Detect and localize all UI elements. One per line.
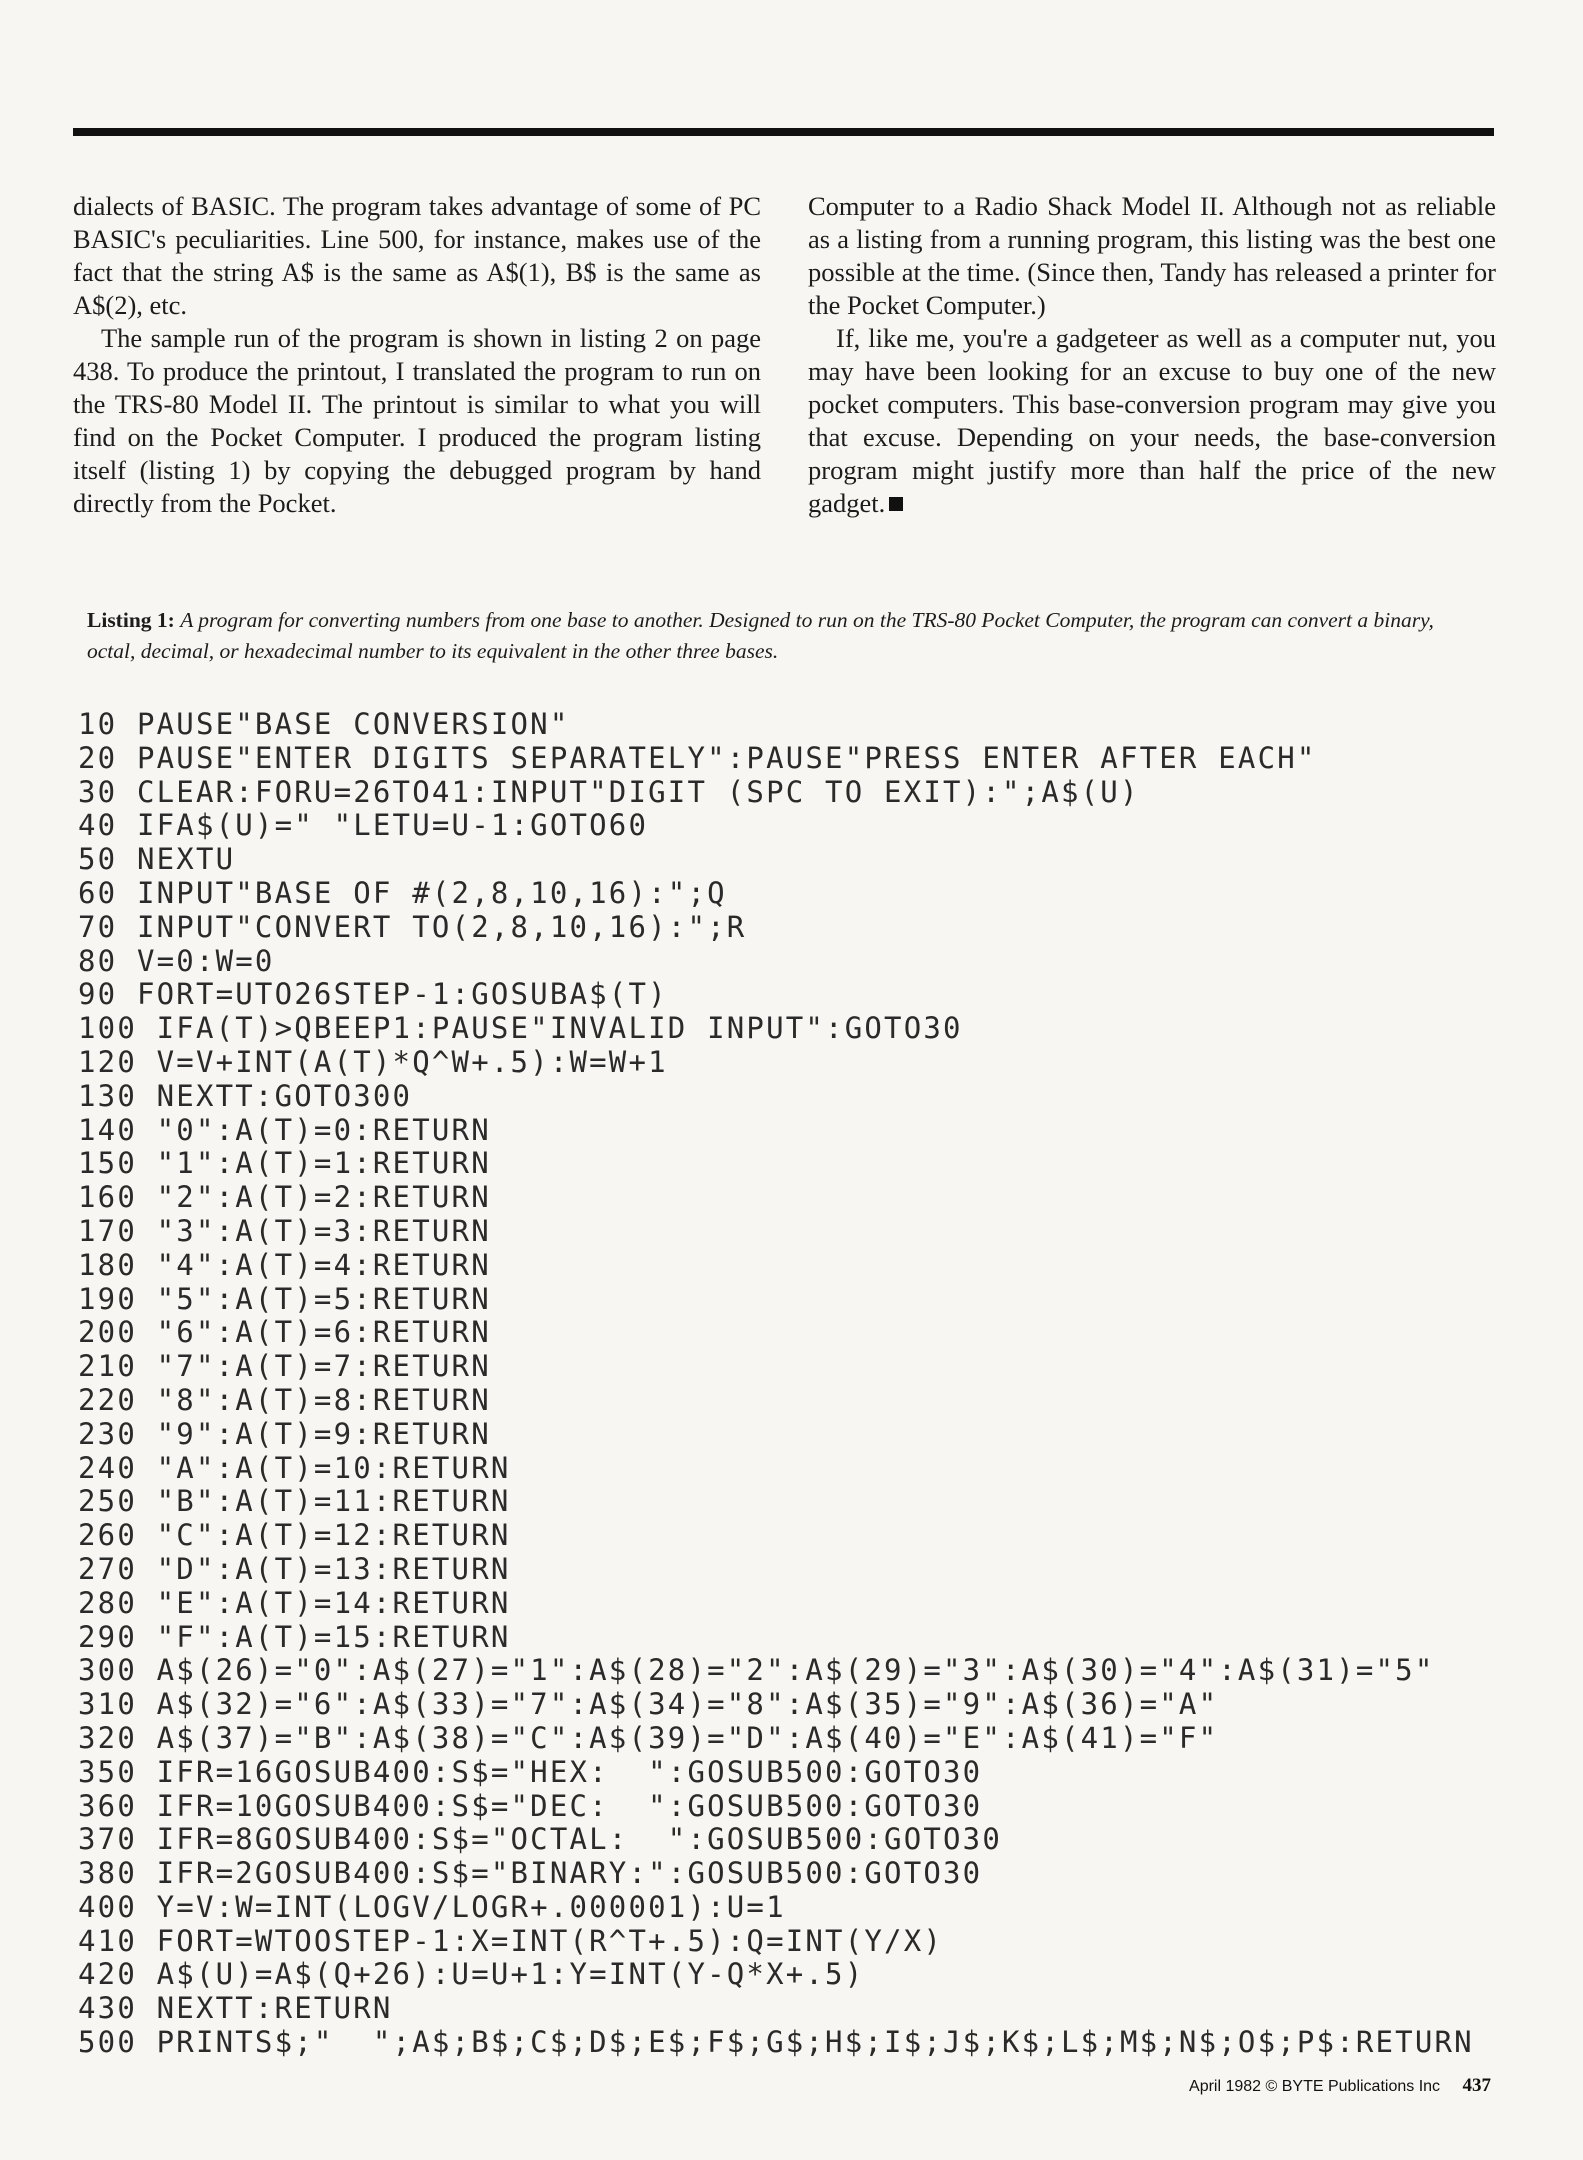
code-line: 10 PAUSE"BASE CONVERSION" — [78, 707, 570, 741]
code-line: 380 IFR=2GOSUB400:S$="BINARY:":GOSUB500:GOTO30 — [78, 1856, 983, 1891]
code-line: 50 NEXTU — [78, 842, 236, 877]
code-line: 70 INPUT"CONVERT TO(2,8,10,16):";R — [78, 909, 747, 944]
article-paragraph: The sample run of the program is shown in listing 2 on page 438. To produce the printout, I translated the program to run on the TRS-80 Model II. The printout is similar to what you will find on the Pocket Computer. I produced the program listing itself (listing 1) by copying the debugged program by hand directly from the Pocket. — [73, 323, 761, 518]
code-line: 240 "A":A(T)=10:RETURN — [78, 1450, 511, 1485]
code-line: 320 A$(37)="B":A$(38)="C":A$(39)="D":A$(40)="E":A$(41)="F" — [78, 1720, 1219, 1755]
code-line: 20 PAUSE"ENTER DIGITS SEPARATELY":PAUSE"PRESS ENTER AFTER EACH" — [78, 740, 1317, 775]
footer-credit: April 1982 © BYTE Publications Inc — [1189, 2078, 1441, 2095]
article-paragraph: Computer to a Radio Shack Model II. Although not as reliable as a listing from a running program, this listing was the best one possible at the time. (Since then, Tandy has released a printer for the Pocket Computer.) — [808, 191, 1496, 320]
listing-caption-text: A program for converting numbers from one base to another. Designed to run on the TRS-80 Pocket Computer, the program can convert a binary, octal, decimal, or hexadecimal number to its equivalent in the other three bases. — [87, 608, 1434, 663]
code-line: 400 Y=V:W=INT(LOGV/LOGR+.000001):U=1 — [78, 1889, 786, 1924]
code-line: 80 V=0:W=0 — [78, 943, 275, 978]
code-line: 30 CLEAR:FORU=26TO41:INPUT"DIGIT (SPC TO EXIT):";A$(U) — [78, 774, 1140, 809]
code-line: 40 IFA$(U)=" "LETU=U-1:GOTO60 — [78, 808, 649, 843]
code-line: 360 IFR=10GOSUB400:S$="DEC: ":GOSUB500:GOTO30 — [78, 1788, 983, 1823]
code-line: 200 "6":A(T)=6:RETURN — [78, 1315, 491, 1350]
code-line: 140 "0":A(T)=0:RETURN — [78, 1112, 491, 1147]
code-listing — [78, 708, 1538, 2060]
code-line: 500 PRINTS$;" ";A$;B$;C$;D$;E$;F$;G$;H$;I$;J$;K$;L$;M$;N$;O$;P$:RETURN — [78, 2025, 1474, 2060]
code-line: 300 A$(26)="0":A$(27)="1":A$(28)="2":A$(29)="3":A$(30)="4":A$(31)="5" — [78, 1653, 1435, 1688]
top-rule — [73, 128, 1494, 136]
end-of-article-mark — [889, 497, 903, 511]
code-line: 160 "2":A(T)=2:RETURN — [78, 1180, 491, 1215]
article-paragraph: dialects of BASIC. The program takes advantage of some of PC BASIC's peculiarities. Line 500, for instance, makes use of the fact that the string A$ is the same as A$(1), B$ is the same as A$(2), etc. — [73, 191, 761, 320]
listing-caption-label: Listing 1: — [87, 608, 175, 632]
code-line: 190 "5":A(T)=5:RETURN — [78, 1281, 491, 1316]
code-line: 370 IFR=8GOSUB400:S$="OCTAL: ":GOSUB500:GOTO30 — [78, 1822, 1002, 1857]
code-line: 210 "7":A(T)=7:RETURN — [78, 1349, 491, 1384]
code-line: 130 NEXTT:GOTO300 — [78, 1078, 413, 1113]
code-line: 100 IFA(T)>QBEEP1:PAUSE"INVALID INPUT":GOTO30 — [78, 1011, 963, 1046]
code-line: 230 "9":A(T)=9:RETURN — [78, 1416, 491, 1451]
page-footer — [1189, 2075, 1491, 2097]
code-line: 350 IFR=16GOSUB400:S$="HEX: ":GOSUB500:GOTO30 — [78, 1754, 983, 1789]
code-line: 280 "E":A(T)=14:RETURN — [78, 1585, 511, 1620]
code-line: 290 "F":A(T)=15:RETURN — [78, 1619, 511, 1654]
article-column-right — [808, 190, 1496, 520]
code-line: 420 A$(U)=A$(Q+26):U=U+1:Y=INT(Y-Q*X+.5) — [78, 1957, 865, 1992]
page-number: 437 — [1462, 2075, 1491, 2096]
code-line: 90 FORT=UTO26STEP-1:GOSUBA$(T) — [78, 977, 668, 1012]
article-paragraph-text: If, like me, you're a gadgeteer as well as a computer nut, you may have been looking for an excuse to buy one of the new pocket computers. This base-conversion program may give you that excuse. Depending on your needs, the base-conversion program might justify more than half the price of the new gadget. — [808, 323, 1496, 518]
code-line: 180 "4":A(T)=4:RETURN — [78, 1247, 491, 1282]
listing-caption — [87, 605, 1487, 667]
code-line: 150 "1":A(T)=1:RETURN — [78, 1146, 491, 1181]
code-line: 250 "B":A(T)=11:RETURN — [78, 1484, 511, 1519]
article-paragraph — [808, 322, 1496, 520]
article-column-left — [73, 190, 761, 520]
code-line: 430 NEXTT:RETURN — [78, 1991, 393, 2026]
code-line: 170 "3":A(T)=3:RETURN — [78, 1213, 491, 1248]
code-line: 260 "C":A(T)=12:RETURN — [78, 1518, 511, 1553]
code-line: 270 "D":A(T)=13:RETURN — [78, 1551, 511, 1586]
code-line: 410 FORT=WTOOSTEP-1:X=INT(R^T+.5):Q=INT(Y/X) — [78, 1923, 944, 1958]
code-line: 220 "8":A(T)=8:RETURN — [78, 1382, 491, 1417]
code-line: 60 INPUT"BASE OF #(2,8,10,16):";Q — [78, 875, 727, 910]
code-line: 120 V=V+INT(A(T)*Q^W+.5):W=W+1 — [78, 1044, 668, 1079]
code-line: 310 A$(32)="6":A$(33)="7":A$(34)="8":A$(35)="9":A$(36)="A" — [78, 1687, 1219, 1722]
